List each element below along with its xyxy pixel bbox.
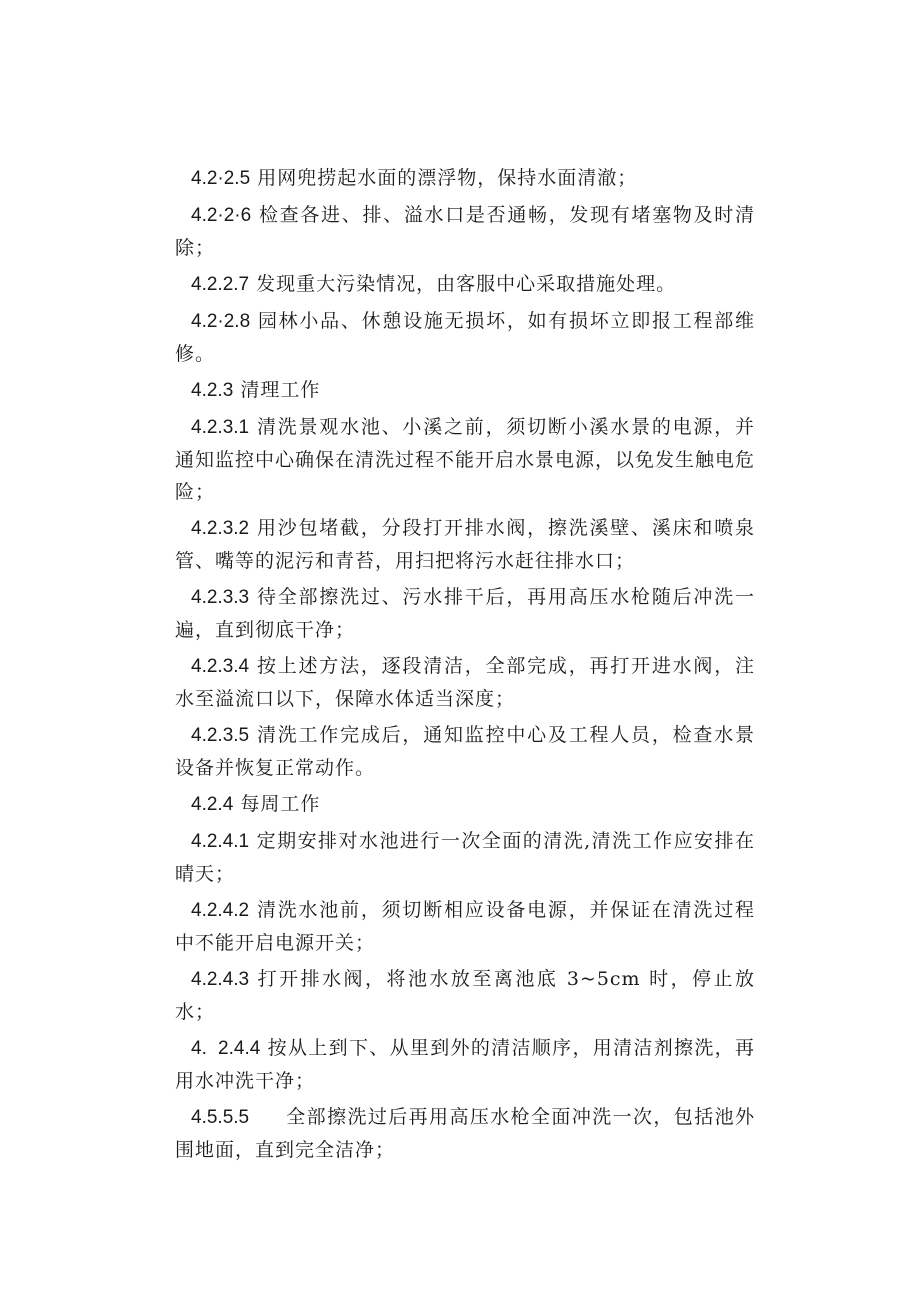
clause-text: 清洗水池前，须切断相应设备电源，并保证在清洗过程中不能开启电源开关；: [175, 899, 755, 954]
paragraph: [175, 894, 755, 959]
document-body: [175, 162, 755, 1170]
clause-text: 清理工作: [240, 379, 321, 401]
paragraph: [175, 199, 755, 264]
clause-number: 4.2·2.8: [191, 311, 251, 332]
clause-text: 待全部擦洗过、污水排干后，再用高压水枪随后冲洗一遍，直到彻底干净；: [175, 586, 755, 641]
clause-text: 每周工作: [240, 793, 321, 815]
paragraph: [175, 1101, 755, 1166]
clause-text: 用沙包堵截，分段打开排水阀，擦洗溪壁、溪床和喷泉管、嘴等的泥污和青苔，用扫把将污水赶往排水口；: [175, 517, 755, 572]
clause-number: 4.2.3.4: [191, 656, 250, 677]
paragraph: [175, 1032, 755, 1097]
clause-number: 4.2.3.3: [191, 587, 250, 608]
paragraph: [175, 512, 755, 577]
paragraph: [175, 162, 755, 195]
clause-number: 4.5.5.5: [191, 1107, 250, 1128]
paragraph: [175, 581, 755, 646]
clause-number: 4.2.3.5: [191, 725, 250, 746]
clause-number: 4. 2.4.4: [191, 1038, 261, 1059]
section-heading: [175, 374, 755, 407]
paragraph: [175, 825, 755, 890]
clause-text: 清洗景观水池、小溪之前，须切断小溪水景的电源，并通知监控中心确保在清洗过程不能开启水景电源，以免发生触电危险；: [175, 416, 756, 503]
clause-text: 发现重大污染情况，由客服中心采取措施处理。: [256, 273, 677, 295]
paragraph: [175, 719, 755, 784]
clause-text: 清洗工作完成后，通知监控中心及工程人员，检查水景设备并恢复正常动作。: [175, 724, 755, 779]
clause-text: 按从上到下、从里到外的清洁顺序，用清洁剂擦洗，再用水冲洗干净；: [175, 1037, 755, 1092]
clause-number: 4.2.3.1: [191, 417, 250, 438]
clause-number: 4.2.4: [191, 794, 234, 815]
paragraph: [175, 305, 755, 370]
paragraph: [175, 411, 755, 508]
clause-number: 4.2·2.5: [191, 168, 251, 189]
clause-text: 打开排水阀，将池水放至离池底 3~5cm 时，停止放水；: [175, 968, 755, 1023]
paragraph: [175, 268, 755, 301]
clause-text: 园林小品、休憩设施无损坏，如有损坏立即报工程部维修。: [175, 310, 755, 365]
clause-text: 用网兜捞起水面的漂浮物，保持水面清澈；: [257, 167, 638, 189]
clause-number: 4.2.3.2: [191, 518, 250, 539]
paragraph: [175, 963, 755, 1028]
clause-number: 4.2·2·6: [191, 205, 252, 226]
section-heading: [175, 788, 755, 821]
clause-number: 4.2.2.7: [191, 274, 250, 295]
clause-text: 全部擦洗过后再用高压水枪全面冲洗一次，包括池外围地面，直到完全洁净；: [175, 1106, 755, 1161]
clause-number: 4.2.4.2: [191, 900, 250, 921]
clause-number: 4.2.3: [191, 380, 234, 401]
clause-text: 按上述方法，逐段清洁，全部完成，再打开进水阀，注水至溢流口以下，保障水体适当深度；: [175, 655, 755, 710]
clause-number: 4.2.4.1: [191, 831, 250, 852]
clause-text: 检查各进、排、溢水口是否通畅，发现有堵塞物及时清除；: [175, 204, 755, 259]
paragraph: [175, 650, 755, 715]
clause-text: 定期安排对水池进行一次全面的清洗,清洗工作应安排在晴天；: [175, 830, 755, 885]
clause-number: 4.2.4.3: [191, 969, 250, 990]
